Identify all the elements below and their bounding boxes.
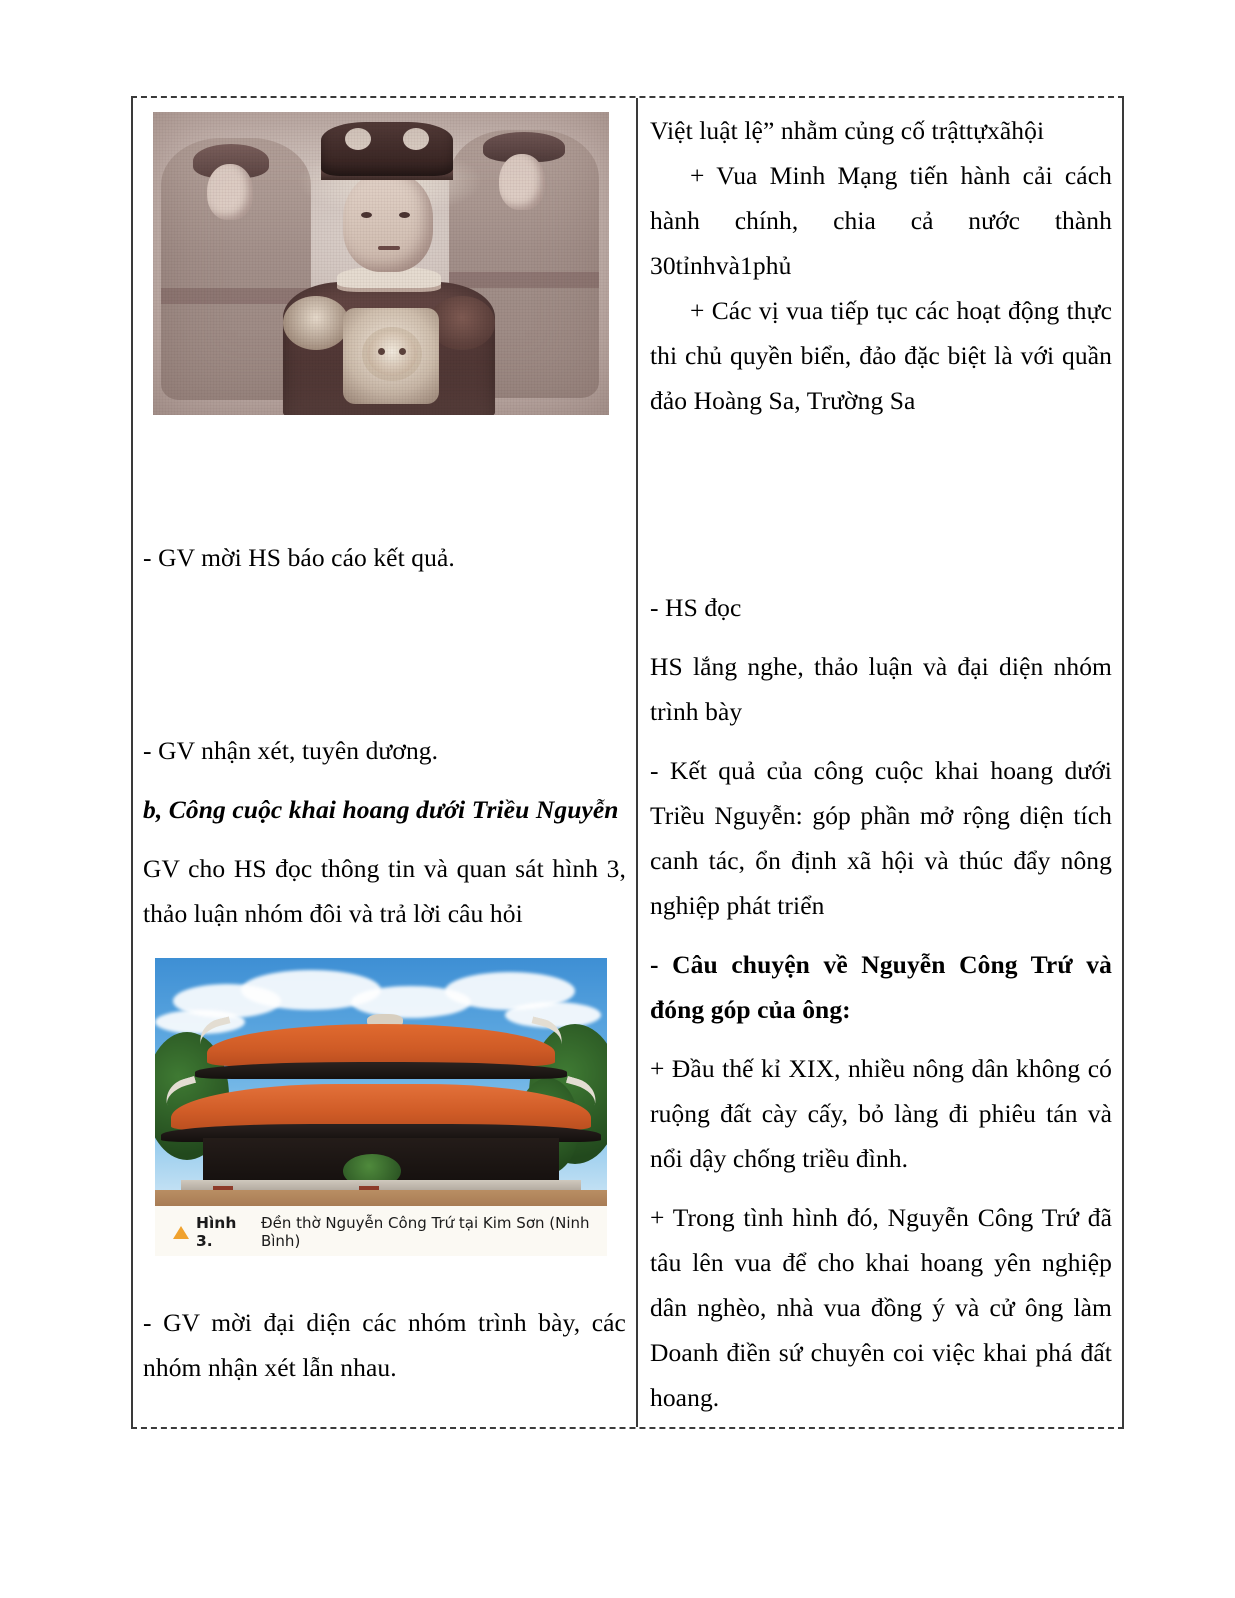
spacer [650, 423, 1112, 497]
right-paragraph-6: - Kết quả của công cuộc khai hoang dưới Triều Nguyễn: góp phần mở rộng diện tích canh tác, ổn định xã hội và thúc đẩy nông nghiệp phát triển [649, 756, 1112, 920]
spacer [143, 773, 626, 787]
left-paragraph-4: - GV mời đại diện các nhóm trình bày, các nhóm nhận xét lẫn nhau. [143, 1308, 626, 1382]
figure-caption-label: Hình 3. [196, 1214, 237, 1250]
right-paragraph-4: - HS đọc [649, 593, 742, 622]
left-paragraph-2: - GV nhận xét, tuyên dương. [143, 736, 439, 765]
spacer [143, 832, 626, 846]
roof-upper-tiles [207, 1024, 555, 1066]
courtyard-ground [155, 1190, 607, 1206]
right-paragraph-5: HS lắng nghe, thảo luận và đại diện nhóm trình bày [649, 652, 1112, 726]
figure-caption-text: Đền thờ Nguyễn Công Trứ tại Kim Sơn (Ninh Bình) [260, 1214, 590, 1250]
spacer [650, 497, 1112, 571]
right-paragraph-2: + Vua Minh Mạng tiến hành cải cách hành chính, chia cả nước thành 30tỉnhvà1phủ [649, 161, 1112, 280]
figure-temple-block [155, 958, 607, 1256]
portrait-emperor-minh-mang-image [153, 112, 609, 415]
table-cell-left [133, 98, 638, 1427]
spacer [650, 1032, 1112, 1046]
photo-vignette-overlay [153, 112, 609, 415]
spacer [650, 571, 1112, 585]
spacer [650, 928, 1112, 942]
spacer [143, 654, 626, 728]
right-paragraph-9: + Trong tình hình đó, Nguyễn Công Trứ đã tâu lên vua để cho khai hoang yên nghiệp dân nghèo, nhà vua đồng ý và cử ông làm Doanh điền sứ chuyên coi việc khai phá đất hoang. [649, 1203, 1112, 1412]
spacer [650, 630, 1112, 644]
triangle-marker-icon [173, 1226, 189, 1239]
right-paragraph-8: + Đầu thế kỉ XIX, nhiều nông dân không có ruộng đất cày cấy, bỏ làng đi phiêu tán và nổi dậy chống triều đình. [649, 1054, 1112, 1173]
figure-caption [155, 1206, 607, 1256]
left-paragraph-3: GV cho HS đọc thông tin và quan sát hình 3, thảo luận nhóm đôi và trả lời câu hỏi [143, 854, 626, 928]
spacer [650, 734, 1112, 748]
table-cell-right [638, 98, 1122, 1427]
photo-den-tho-nguyen-cong-tru-image [155, 958, 607, 1206]
spacer [143, 415, 626, 535]
left-heading-b: b, Công cuộc khai hoang dưới Triều Nguyễn [143, 795, 619, 824]
spacer [143, 1256, 626, 1300]
spacer [143, 580, 626, 654]
right-paragraph-3: + Các vị vua tiếp tục các hoạt động thực thi chủ quyền biển, đảo đặc biệt là với quần đảo Hoàng Sa, Trường Sa [649, 296, 1112, 415]
lesson-plan-table [131, 96, 1124, 1429]
roof-upper-eave [195, 1062, 567, 1079]
spacer [650, 1181, 1112, 1195]
right-paragraph-1: Việt luật lệ” nhằm củng cố trậttựxãhội [649, 116, 1045, 145]
right-paragraph-7: - Câu chuyện về Nguyễn Công Trứ và đóng góp của ông: [649, 950, 1112, 1024]
left-paragraph-1: - GV mời HS báo cáo kết quả. [143, 543, 455, 572]
